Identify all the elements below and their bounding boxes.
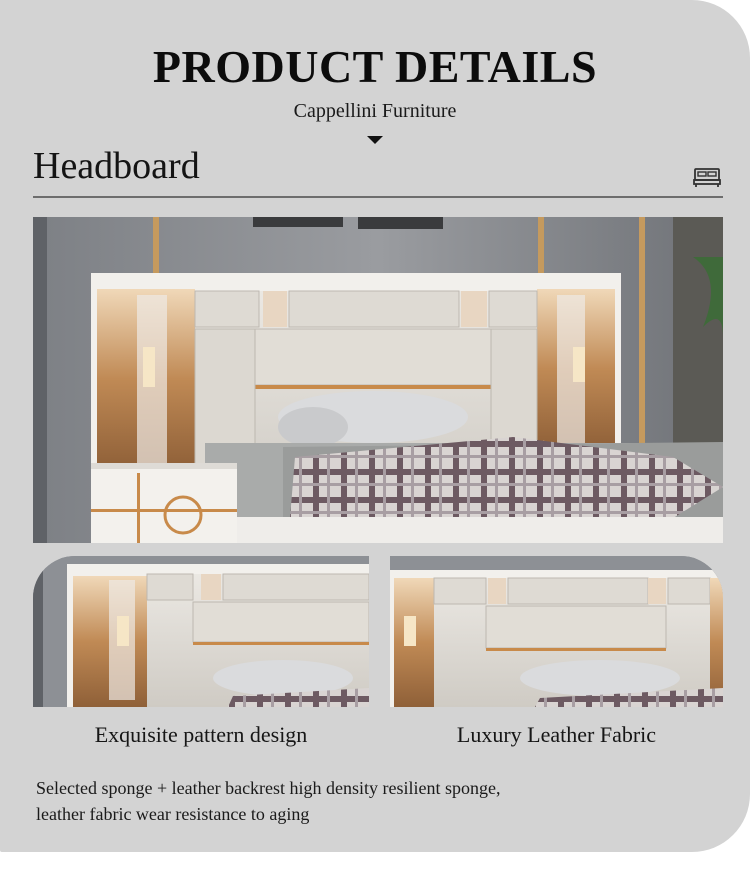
leather-detail-photo — [390, 556, 723, 707]
bed-photo — [33, 217, 723, 543]
section-divider — [33, 196, 723, 198]
section-title: Headboard — [33, 145, 200, 187]
description-line-1: Selected sponge + leather backrest high density resilient sponge, — [36, 778, 501, 798]
product-description — [36, 775, 696, 827]
caption-leather-fabric: Luxury Leather Fabric — [456, 722, 657, 747]
caption-pattern-design: Exquisite pattern design — [94, 722, 308, 747]
page-title: PRODUCT DETAILS — [152, 41, 598, 92]
description-line-2: leather fabric wear resistance to aging — [36, 804, 310, 824]
bed-illustration — [33, 217, 723, 543]
pattern-detail-photo — [33, 556, 369, 707]
leather-detail-illustration — [390, 556, 723, 707]
bed-icon — [693, 166, 721, 188]
caret-down-icon — [367, 136, 383, 144]
brand-subtitle: Cappellini Furniture — [293, 100, 457, 122]
pattern-detail-illustration — [33, 556, 369, 707]
